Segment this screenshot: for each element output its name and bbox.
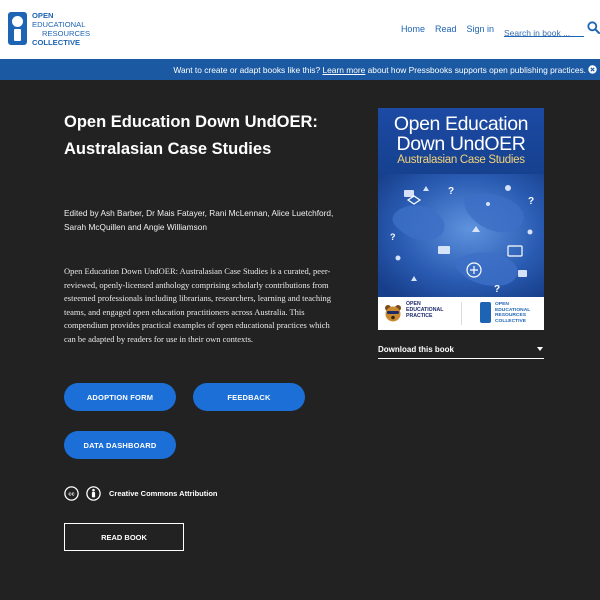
book-cover [378, 108, 544, 330]
banner-text-after: about how Pressbooks supports open publishing practices. [367, 64, 586, 75]
oep-logo-text [406, 302, 443, 319]
cover-title [378, 114, 544, 154]
learn-more-link[interactable]: Learn more [322, 64, 366, 75]
logo-line-3: RESOURCES [42, 29, 91, 38]
download-dropdown[interactable] [378, 340, 544, 359]
book-editors: Edited by Ash Barber, Dr Mais Fatayer, Rani McLennan, Alice Luetchford, Sarah McQuillen and Angie Williamson [64, 208, 334, 232]
logo-line-2: EDUCATIONAL [32, 20, 86, 29]
oerc-line-1: OPEN [495, 302, 509, 307]
oep-line-3: PRACTICE [406, 312, 433, 319]
oerc-line-4: COLLECTIVE [495, 319, 526, 325]
nav-read[interactable]: Read [434, 24, 457, 34]
book-title: Open Education Down UndOER: Australasian Case Studies [64, 113, 318, 158]
oer-collective-text [495, 302, 530, 325]
cover-footer [378, 297, 544, 330]
data-dashboard-button[interactable]: DATA DASHBOARD [64, 431, 176, 459]
search-input[interactable] [504, 26, 582, 41]
adoption-form-button[interactable]: ADOPTION FORM [64, 383, 176, 411]
caret-down-icon [537, 347, 543, 351]
svg-text:?: ? [448, 186, 455, 197]
cover-illustration [378, 174, 544, 297]
cover-subtitle: Australasian Case Studies [397, 154, 525, 166]
feedback-button[interactable]: FEEDBACK [193, 383, 305, 411]
main-nav [401, 18, 494, 40]
search-box [504, 21, 584, 37]
cc-icon [64, 486, 79, 501]
book-description: Open Education Down UndOER: Australasian Case Studies is a curated, peer-reviewed, openly-licensed anthology comprising scholarly contributions from esteemed professionals including librarians, researchers, learning and teaching teams, and engaged open education practitioners across Australia. This compendium provides practical examples of open educational practices which can be adapted by readers for use in their own contexts. [64, 266, 331, 344]
oer-logo-icon [8, 12, 27, 45]
svg-text:cc: cc [68, 491, 75, 498]
logo-wordmark [32, 11, 90, 47]
svg-text:?: ? [390, 232, 396, 242]
read-book-button[interactable]: READ BOOK [64, 523, 184, 551]
oep-line-1: OPEN [406, 301, 421, 307]
download-label: Download this book [378, 344, 454, 354]
site-logo[interactable] [8, 11, 108, 47]
cover-title-line-1: Open Education [393, 113, 529, 135]
pressbooks-banner [0, 59, 600, 80]
oerc-line-2: EDUCATIONAL [495, 307, 531, 313]
oer-collective-logo-icon [480, 302, 491, 323]
oep-line-2: EDUCATIONAL [406, 306, 444, 313]
cover-header [378, 108, 544, 174]
by-icon [86, 486, 101, 501]
top-bar [0, 0, 600, 59]
nav-home[interactable]: Home [400, 24, 425, 34]
logo-line-4: COLLECTIVE [32, 38, 81, 47]
svg-text:?: ? [494, 284, 501, 295]
bear-logo-icon [384, 304, 402, 322]
svg-text:?: ? [528, 196, 535, 207]
license-text: Creative Commons Attribution [109, 488, 218, 498]
cover-title-line-2: Down UndOER [396, 133, 526, 155]
close-icon[interactable] [588, 65, 597, 74]
license-info [64, 485, 217, 501]
search-icon[interactable] [587, 21, 600, 34]
banner-text-before: Want to create or adapt books like this? [173, 64, 321, 75]
oerc-line-3: RESOURCES [495, 313, 526, 319]
logo-line-1: OPEN [32, 11, 54, 20]
footer-divider [461, 302, 462, 325]
nav-sign-in[interactable]: Sign in [466, 24, 494, 34]
